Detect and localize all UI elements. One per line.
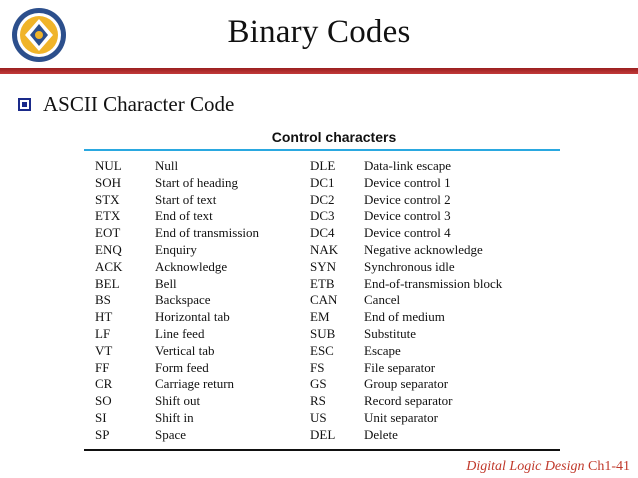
square-bullet-icon: [18, 98, 31, 111]
name-cell: Start of heading: [155, 174, 239, 190]
code-cell: DC3: [310, 208, 335, 224]
table-row: [95, 158, 565, 175]
code-cell: DEL: [310, 426, 336, 442]
name-cell: Unit separator: [364, 409, 439, 425]
name-cell: Negative acknowledge: [364, 241, 483, 257]
name-cell: Cancel: [364, 292, 401, 308]
code-cell: US: [310, 409, 327, 425]
bullet-text: ASCII Character Code: [43, 92, 235, 116]
name-cell: Horizontal tab: [155, 309, 230, 325]
code-cell: SI: [95, 409, 107, 425]
code-cell: BEL: [95, 275, 120, 291]
table-row: [95, 360, 565, 377]
code-cell: ETB: [310, 275, 335, 291]
table-row: [95, 309, 565, 326]
code-cell: DLE: [310, 158, 336, 173]
name-cell: Substitute: [364, 325, 417, 341]
code-cell: STX: [95, 191, 120, 207]
name-cell: End of medium: [364, 309, 445, 325]
name-cell: Line feed: [155, 325, 205, 341]
slide-title: Binary Codes: [227, 14, 411, 50]
name-cell: Shift in: [155, 409, 194, 425]
code-cell: CR: [95, 376, 113, 392]
footer-page: Ch1-41: [588, 459, 630, 474]
table-row: [95, 192, 565, 209]
table-row: [95, 225, 565, 242]
table-row: [95, 242, 565, 259]
name-cell: End-of-transmission block: [364, 275, 503, 291]
name-cell: Device control 3: [364, 208, 451, 224]
code-cell: SOH: [95, 174, 122, 190]
code-cell: DC1: [310, 174, 335, 190]
name-cell: Form feed: [155, 359, 209, 375]
code-cell: BS: [95, 292, 111, 308]
name-cell: Shift out: [155, 393, 201, 409]
table-row: [95, 175, 565, 192]
code-cell: LF: [95, 325, 111, 341]
name-cell: Carriage return: [155, 376, 235, 392]
name-cell: Device control 2: [364, 191, 451, 207]
code-cell: EM: [310, 309, 330, 325]
code-cell: GS: [310, 376, 327, 392]
name-cell: File separator: [364, 359, 436, 375]
name-cell: Escape: [364, 342, 401, 358]
name-cell: Vertical tab: [155, 342, 215, 358]
name-cell: Bell: [155, 275, 177, 291]
name-cell: Delete: [364, 426, 398, 442]
table-row: [95, 259, 565, 276]
table-top-rule: [84, 149, 560, 151]
code-cell: SYN: [310, 258, 337, 274]
name-cell: Enquiry: [155, 241, 197, 257]
name-cell: Null: [155, 158, 179, 173]
table-row: [95, 410, 565, 427]
name-cell: Device control 4: [364, 225, 451, 241]
code-cell: SO: [95, 393, 112, 409]
name-cell: Start of text: [155, 191, 217, 207]
code-cell: RS: [310, 393, 326, 409]
code-cell: DC2: [310, 191, 335, 207]
table-row: [95, 393, 565, 410]
code-cell: ACK: [95, 258, 123, 274]
code-cell: VT: [95, 342, 113, 358]
code-cell: FS: [310, 359, 325, 375]
bullet-item: [18, 92, 234, 117]
table-row: [95, 292, 565, 309]
code-cell: ESC: [310, 342, 334, 358]
table-title: Control characters: [271, 129, 397, 145]
table-row: [95, 326, 565, 343]
footer: [466, 459, 630, 475]
name-cell: Acknowledge: [155, 258, 228, 274]
name-cell: Backspace: [155, 292, 211, 308]
name-cell: Space: [155, 426, 187, 442]
code-cell: SP: [95, 426, 110, 442]
table-bottom-rule: [84, 449, 560, 451]
code-cell: EOT: [95, 225, 121, 241]
code-cell: DC4: [310, 225, 335, 241]
name-cell: Synchronous idle: [364, 258, 455, 274]
name-cell: End of text: [155, 208, 213, 224]
name-cell: Record separator: [364, 393, 453, 409]
table-row: [95, 376, 565, 393]
footer-course: Digital Logic Design: [466, 459, 585, 474]
name-cell: Device control 1: [364, 174, 451, 190]
table-row: [95, 276, 565, 293]
code-cell: HT: [95, 309, 113, 325]
code-cell: NAK: [310, 241, 339, 257]
code-cell: ETX: [95, 208, 121, 224]
code-cell: SUB: [310, 325, 336, 341]
name-cell: End of transmission: [155, 225, 259, 241]
code-cell: ENQ: [95, 241, 122, 257]
control-characters-table: [95, 158, 565, 444]
name-cell: Data-link escape: [364, 158, 451, 173]
code-cell: CAN: [310, 292, 338, 308]
table-row: [95, 343, 565, 360]
code-cell: NUL: [95, 158, 122, 173]
table-row: [95, 208, 565, 225]
title-rule: [0, 68, 638, 74]
table-row: [95, 427, 565, 444]
name-cell: Group separator: [364, 376, 449, 392]
code-cell: FF: [95, 359, 110, 375]
